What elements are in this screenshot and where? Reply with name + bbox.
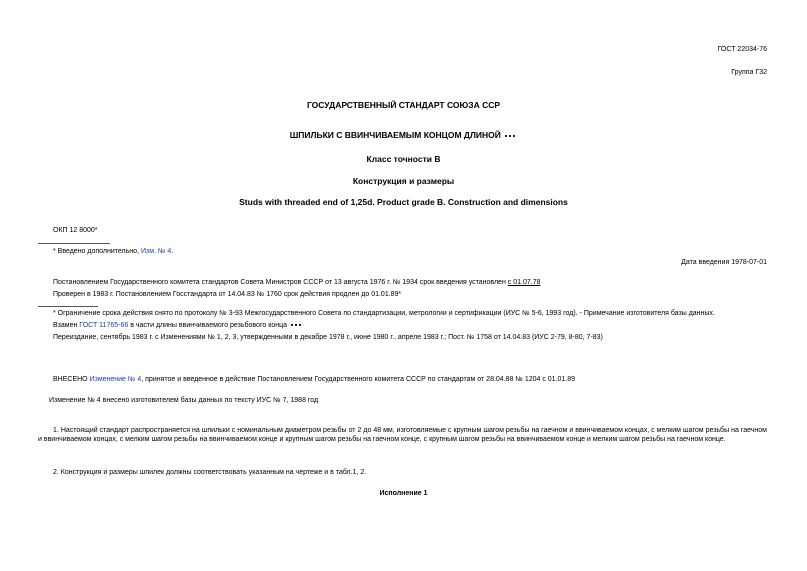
decree-line-2: Проверен в 1983 г. Постановлением Госстандарта от 14.04.83 № 1760 срок действия продлен до 01.01.89* (53, 291, 402, 298)
formula-image (503, 133, 517, 139)
execution-heading: Исполнение 1 (379, 490, 428, 497)
change-4-link-2[interactable]: Изменение № 4 (89, 376, 142, 383)
replacement-prefix: Взамен (53, 322, 78, 329)
document-title (0, 130, 807, 141)
footnote-end: . (171, 248, 174, 255)
decree-date: с 01.07.78 (507, 279, 541, 286)
footnote-divider (38, 243, 110, 244)
change-note: Изменение № 4 внесено изготовителем базы данных по тексту ИУС № 7, 1988 год (49, 397, 319, 404)
introduced-suffix: , принятое и введенное в действие Постановлением Государственного комитета СССР по стандартам от 28.04.88 № 1204 с 01.01.89 (141, 376, 576, 383)
paragraph-2: 2. Конструкция и размеры шпилек должны соответствовать указанным на чертеже и в табл.1, 2. (53, 469, 367, 476)
design-title: Конструкция и размеры (352, 176, 455, 186)
introduced-line (53, 376, 575, 385)
footnote-divider-2 (38, 306, 98, 307)
document-title-text: ШПИЛЬКИ С ВВИНЧИВАЕМЫМ КОНЦОМ ДЛИНОЙ (289, 130, 501, 140)
decree-text: Постановлением Государственного комитета стандартов Совета Министров СССР от 13 августа 1976 г. № 1934 срок введения установлен (53, 279, 506, 286)
introduced-prefix: ВНЕСЕНО (53, 376, 88, 383)
replacement-suffix: в части длины ввинчиваемого резьбового конца (130, 322, 287, 329)
accuracy-class-title: Класс точности В (366, 154, 441, 164)
formula-image-2 (289, 322, 303, 328)
decree-line-1 (53, 279, 540, 288)
footnote-introduced (53, 248, 173, 257)
paragraph-1: 1. Настоящий стандарт распространяется на шпильки с номинальным диаметром резьбы от 2 до 48 мм, изготовляемые с крупным шагом резьбы на гаечном и ввинчиваемом концах, с мелким шагом резьбы на гаечном и ввинчиваемом концах, с мелким шагом резьбы на ввинчиваемом конце и крупным шагом резьбы на гаечном конце, с крупным шагом резьбы на ввинчиваемом конце и мелким шагом резьбы на гаечном конце. (38, 427, 767, 443)
reissue-note: Переиздание, сентябрь 1983 г. с Изменениями № 1, 2, 3, утвержденными в декабре 1978 г., июне 1980 г., апреле 1983 г.; Пост. № 1758 от 14.04.83 (ИУС 2-79, 8-80, 7-83) (53, 334, 603, 341)
replacement-note (53, 322, 303, 331)
okp-code: ОКП 12 8000* (53, 227, 98, 234)
english-title: Studs with threaded end of 1,25d. Product grade B. Construction and dimensions (239, 197, 568, 207)
effective-date: Дата введения 1978-07-01 (681, 259, 767, 266)
change-4-link[interactable]: Изм. № 4 (140, 248, 172, 255)
gost-11765-link[interactable]: ГОСТ 11765-66 (79, 322, 129, 329)
limitation-note: * Ограничение срока действия снято по протоколу № 3-93 Межгосударственного Совета по стандартизации, метрологии и сертификации (ИУС № 5-6, 1993 год). - Примечание изготовителя базы данных. (53, 310, 715, 317)
group-code: Группа Г32 (731, 69, 767, 76)
standard-code: ГОСТ 22034-76 (717, 46, 767, 53)
footnote-text: * Введено дополнительно, (53, 248, 139, 255)
standard-title: ГОСУДАРСТВЕННЫЙ СТАНДАРТ СОЮЗА ССР (306, 100, 501, 110)
